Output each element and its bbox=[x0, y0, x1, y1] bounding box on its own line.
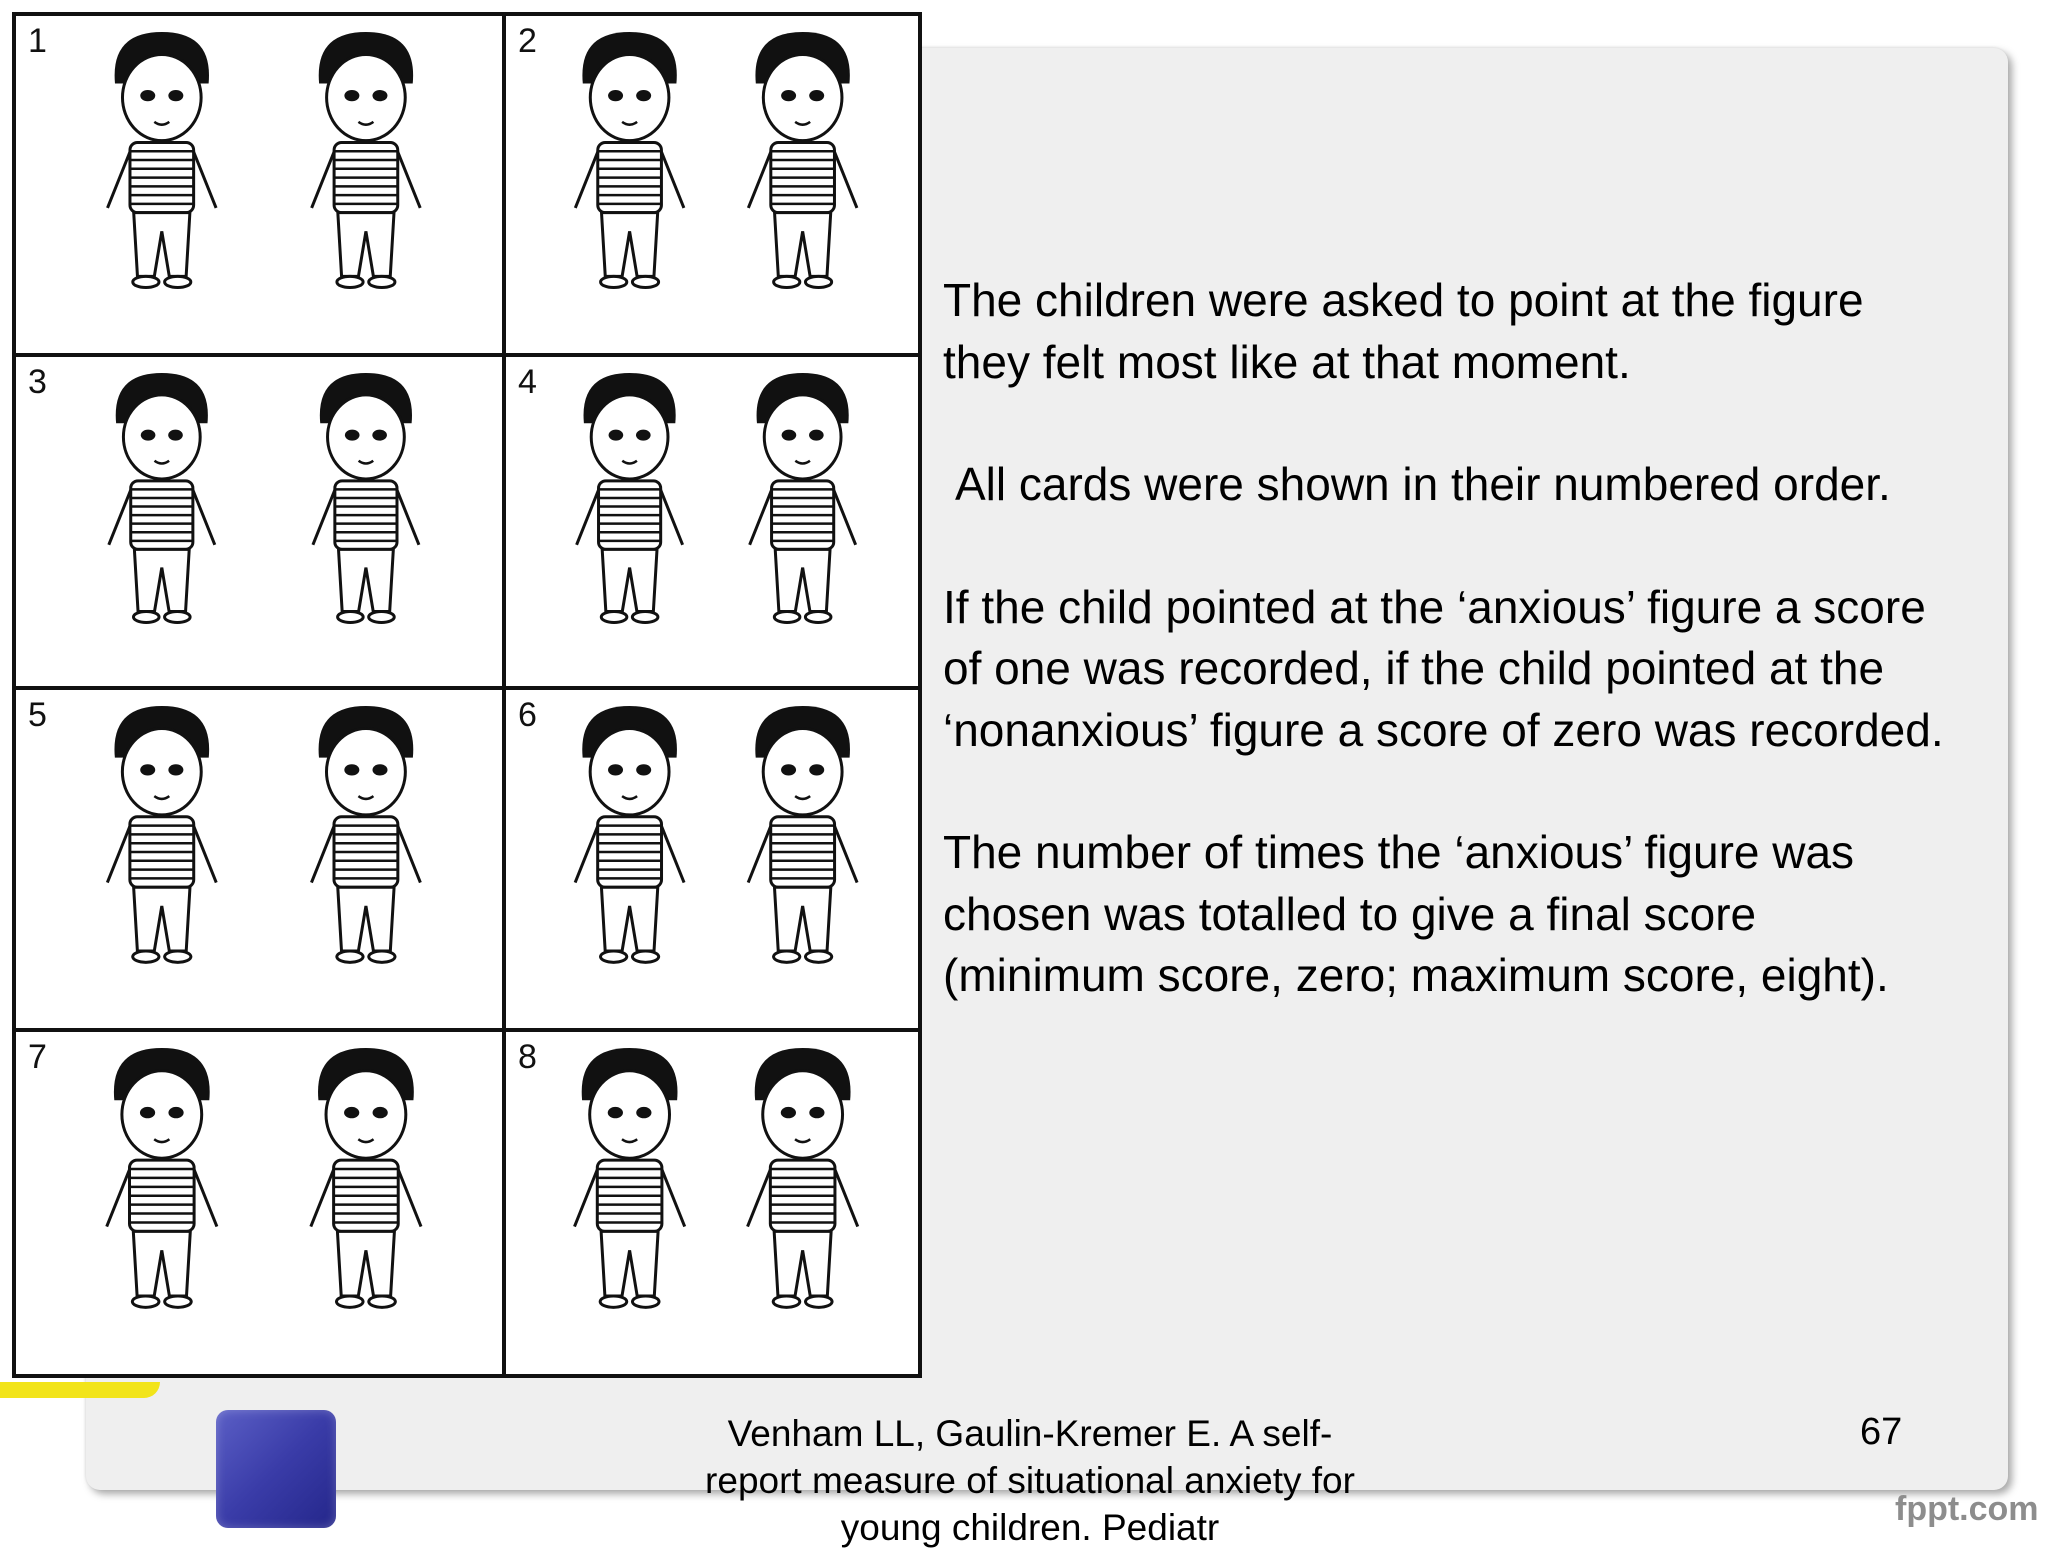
child-figure-left bbox=[109, 373, 215, 622]
card-number: 2 bbox=[518, 22, 537, 60]
card-number: 7 bbox=[28, 1038, 47, 1076]
child-figure-left bbox=[575, 32, 684, 288]
child-figure-left bbox=[108, 32, 217, 288]
brand-watermark: fppt.com bbox=[1895, 1490, 2039, 1528]
child-figure-right bbox=[748, 32, 857, 288]
card-6[interactable] bbox=[506, 690, 918, 1028]
page-number: 67 bbox=[1860, 1411, 1903, 1453]
child-figure-left bbox=[575, 706, 684, 962]
child-figures-drawing bbox=[506, 690, 918, 1028]
child-figure-right bbox=[750, 373, 856, 622]
card-5[interactable] bbox=[16, 690, 502, 1028]
child-figures-drawing bbox=[16, 16, 502, 353]
card-number: 6 bbox=[518, 696, 537, 734]
child-figure-left bbox=[107, 1048, 217, 1307]
slide-body-text bbox=[943, 270, 1963, 1068]
child-figure-left bbox=[107, 706, 216, 962]
child-figures-drawing bbox=[16, 690, 502, 1028]
card-7[interactable] bbox=[16, 1032, 502, 1374]
child-figure-right bbox=[312, 32, 421, 288]
child-figures-drawing bbox=[506, 1032, 918, 1374]
child-figures-drawing bbox=[506, 16, 918, 353]
yellow-accent-shape bbox=[0, 1382, 160, 1398]
paragraph-card-order: All cards were shown in their numbered order. bbox=[955, 458, 1891, 510]
child-figure-right bbox=[313, 373, 419, 622]
citation-text: Venham LL, Gaulin-Kremer E. A self-report measure of situational anxiety for young children. Pediatr bbox=[705, 1413, 1355, 1548]
child-figures-drawing bbox=[16, 357, 502, 686]
child-figure-right bbox=[748, 1048, 858, 1307]
child-figure-right bbox=[748, 706, 857, 962]
child-figure-right bbox=[311, 706, 420, 962]
card-2[interactable] bbox=[506, 16, 918, 353]
child-figures-drawing bbox=[506, 357, 918, 686]
card-4[interactable] bbox=[506, 357, 918, 686]
card-1[interactable] bbox=[16, 16, 502, 353]
child-figure-left bbox=[577, 373, 683, 622]
anxiety-figure-cards bbox=[12, 12, 922, 1378]
blue-square-logo bbox=[216, 1410, 336, 1528]
paragraph-scoring: If the child pointed at the ‘anxious’ figure a score of one was recorded, if the child pointed at the ‘nonanxious’ figure a score of zero was recorded. bbox=[943, 580, 1944, 756]
card-number: 3 bbox=[28, 363, 47, 401]
card-number: 4 bbox=[518, 363, 537, 401]
child-figure-right bbox=[311, 1048, 421, 1307]
card-3[interactable] bbox=[16, 357, 502, 686]
child-figure-left bbox=[575, 1048, 685, 1307]
card-number: 1 bbox=[28, 22, 47, 60]
child-figures-drawing bbox=[16, 1032, 502, 1374]
card-8[interactable] bbox=[506, 1032, 918, 1374]
paragraph-final-score: The number of times the ‘anxious’ figure was chosen was totalled to give a final score (minimum score, zero; maximum score, eight). bbox=[943, 826, 1889, 1001]
card-number: 8 bbox=[518, 1038, 537, 1076]
card-number: 5 bbox=[28, 696, 47, 734]
paragraph-instructions: The children were asked to point at the figure they felt most like at that moment. bbox=[943, 274, 1864, 388]
